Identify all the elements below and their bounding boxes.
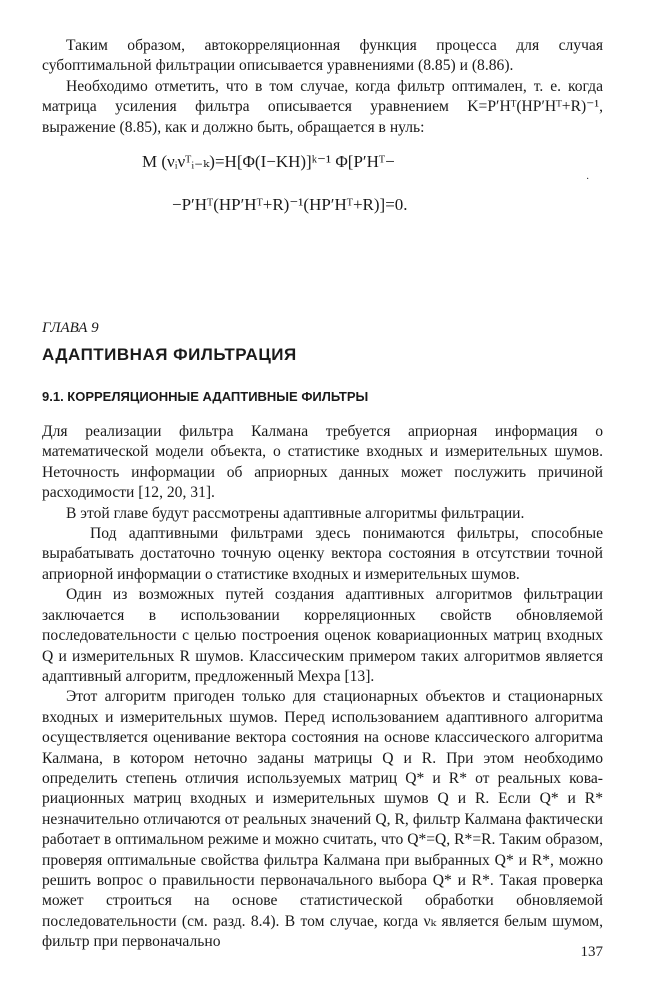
- page-number: 137: [580, 944, 603, 960]
- paragraph: Для реализации фильтра Калмана требуется априорная информация о математической модели объекта, о статистике входных и измерительных шумов. Неточность информации об априорных данных может послужить причиной расходимости [12, 20, 31].: [42, 423, 603, 502]
- chapter-label: ГЛАВА 9: [42, 320, 99, 337]
- paragraph: В этой главе будут рассмотрены адаптивные алгоритмы фильтрации.: [66, 504, 525, 522]
- equation-block: [42, 138, 603, 234]
- page-content: [42, 36, 603, 953]
- paragraph: Таким образом, автокорреляционная функция процесса для случая субоптимальной фильтрации описывается уравнениями (8.85) и (8.86).: [42, 37, 603, 75]
- paragraph: Один из возможных путей создания адаптивных алгоритмов фильтрации заключается в использовании корреляционных свойств обновляемой последовательности с целью построения оценок ковариационных матриц входных Q и измерительных R шумов. Классическим примером таких алгоритмов является адаптивный алгоритм, предложенный Мехра [13].: [42, 586, 603, 685]
- print-speck: ·: [586, 174, 590, 185]
- equation-line: M (νᵢνᵀᵢ₋ₖ)=H[Φ(I−KH)]ᵏ⁻¹ Φ[P′Hᵀ−: [142, 152, 395, 172]
- section-title: 9.1. КОРРЕЛЯЦИОННЫЕ АДАПТИВНЫЕ ФИЛЬТРЫ: [42, 389, 369, 405]
- paragraph: Этот алгоритм пригоден только для стационарных объектов и стационарных входных и измерительных шумов. Перед использованием адаптивного алгоритма осуществляется оценивание вектора состояния на основе классического алгоритма Калмана, в котором неточно заданы матрицы Q и R. При этом необходимо определить степень отличия используемых матриц Q* и R* от реальных ковариационных матриц входных и измерительных шумов Q и R. Если Q* и R* незначительно отличаются от реальных значений Q, R, фильтр Калмана фактически работает в оптимальном режиме и можно считать, что Q*=Q, R*=R. Таким образом, проверяя оптимальные свойства фильтра Калмана при выбранных Q* и R*, можно решить вопрос о правильности первоначального выбора Q* и R*. Такая проверка может строиться на основе статистической обработки обновляемой последовательности (см. разд. 8.4). В том случае, когда νₖ является белым шумом, фильтр при первоначально: [42, 688, 603, 951]
- paragraph: Необходимо отметить, что в том случае, когда фильтр оптимален, т. е. когда матрица усиления фильтра описывается уравнением K=P′Hᵀ(HP′Hᵀ+R)⁻¹, выражение (8.85), как и должно быть, обращается в нуль:: [42, 77, 603, 136]
- chapter-title: АДАПТИВНАЯ ФИЛЬТРАЦИЯ: [42, 345, 297, 365]
- paragraph: Под адаптивными фильтрами здесь понимаются фильтры, способные вырабатывать достаточно точную оценку вектора состояния в отсутствии точной априорной информации о статистике входных и измерительных шумов.: [42, 525, 603, 583]
- equation-line: −P′Hᵀ(HP′Hᵀ+R)⁻¹(HP′Hᵀ+R)]=0.: [172, 195, 408, 215]
